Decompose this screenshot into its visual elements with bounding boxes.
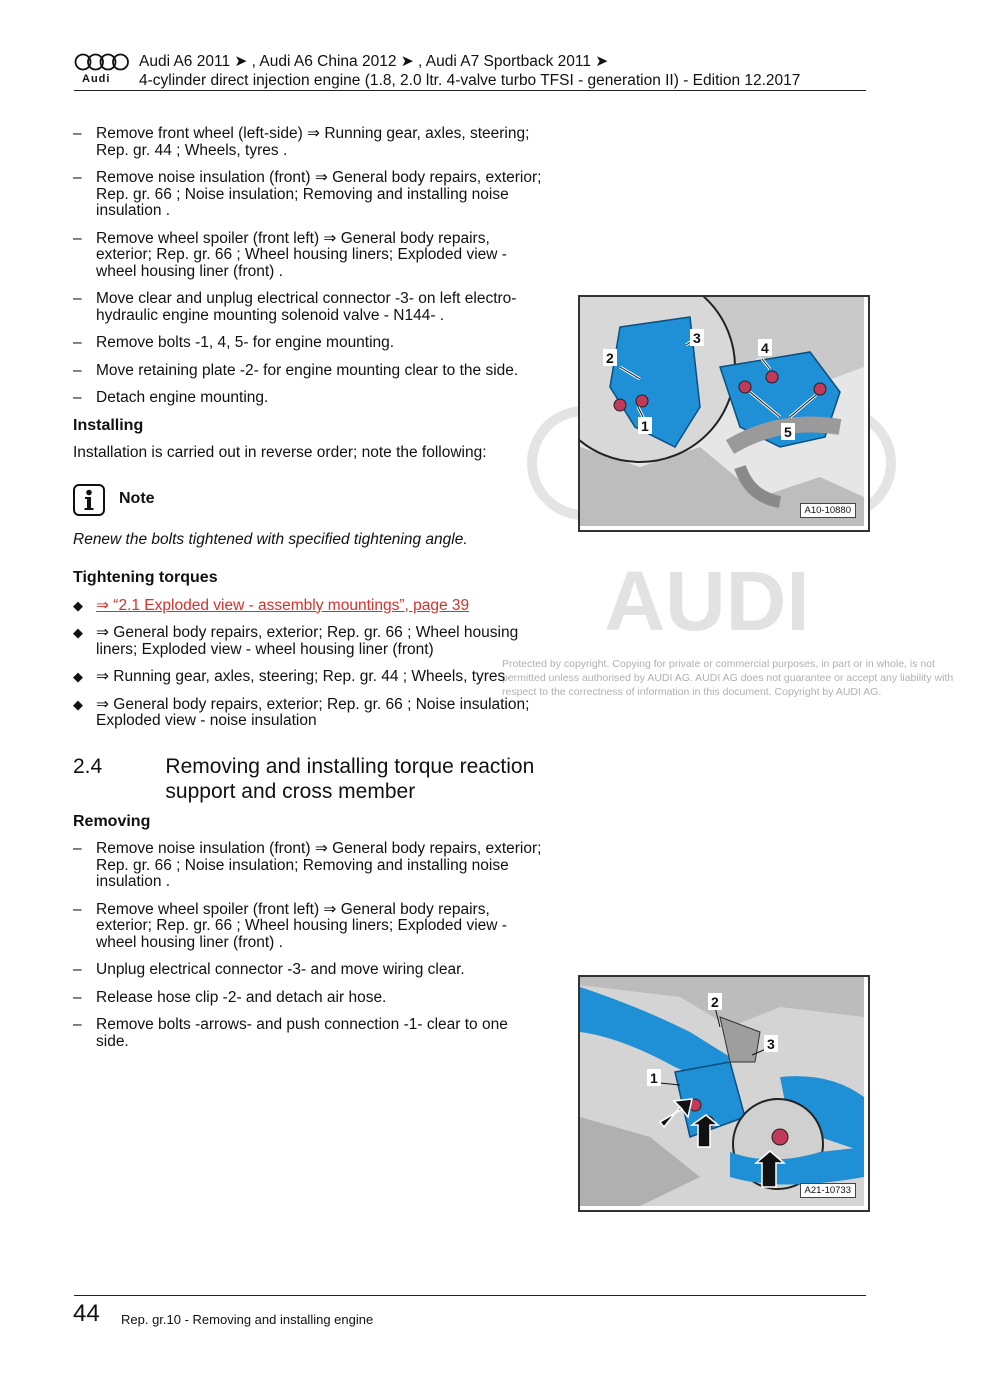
figure-id: A10-10880 [800, 503, 856, 518]
list-item: – Remove noise insulation (front) ⇒ General body repairs, exterior; Rep. gr. 66 ; Noise insulation; Removing and installing noise insulation . [73, 169, 542, 219]
list-item: – Remove front wheel (left-side) ⇒ Running gear, axles, steering; Rep. gr. 44 ; Wheels, tyres . [73, 125, 530, 159]
installing-text: Installation is carried out in reverse order; note the following: [73, 444, 487, 461]
callout-3: 3 [767, 1036, 775, 1052]
footer-divider [74, 1295, 866, 1296]
engine-mounting-illustration [580, 297, 864, 526]
list-item: – Remove bolts -1, 4, 5- for engine mounting. [73, 334, 395, 351]
note-text: Renew the bolts tightened with specified tightening angle. [73, 530, 468, 548]
callout-1: 1 [641, 418, 649, 434]
exploded-view-link[interactable]: ⇒ “2.1 Exploded view - assembly mountings”, page 39 [96, 596, 470, 614]
section-number: 2.4 [73, 754, 103, 778]
list-item: – Remove wheel spoiler (front left) ⇒ General body repairs, exterior; Rep. gr. 66 ; Wheel housing liners; Exploded view - wheel housing liner (front) . [73, 229, 507, 280]
watermark-audi-word [572, 560, 842, 640]
callout-4: 4 [761, 340, 769, 356]
installing-heading: Installing [73, 416, 144, 434]
list-item: – Move retaining plate -2- for engine mounting clear to the side. [73, 361, 519, 379]
list-item: – Move clear and unplug electrical connector -3- on left electro-hydraulic engine mounting solenoid valve - N144- . [73, 290, 517, 324]
list-item: ◆ ⇒ General body repairs, exterior; Rep. gr. 66 ; Wheel housing liners; Exploded view - wheel housing liner (front) [73, 624, 519, 658]
section-heading [73, 754, 543, 804]
callout-3: 3 [693, 330, 701, 346]
footer-chapter: Rep. gr.10 - Removing and installing engine [121, 1312, 374, 1327]
list-item: – Remove noise insulation (front) ⇒ General body repairs, exterior; Rep. gr. 66 ; Noise insulation; Removing and installing noise insulation . [73, 840, 542, 890]
info-icon [73, 484, 105, 516]
removing-heading: Removing [73, 812, 151, 830]
list-item: – Unplug electrical connector -3- and move wiring clear. [73, 961, 465, 978]
list-item: – Remove bolts -arrows- and push connection -1- clear to one side. [73, 1016, 508, 1050]
torque-support-illustration [580, 977, 864, 1206]
header-divider [74, 90, 866, 91]
brand-wordmark: Audi [82, 73, 111, 85]
page-number: 44 [73, 1300, 100, 1327]
list-item: ◆ ⇒ General body repairs, exterior; Rep. gr. 66 ; Noise insulation; Exploded view - noise insulation [73, 695, 530, 729]
list-item: ◆ ⇒ Running gear, axles, steering; Rep. gr. 44 ; Wheels, tyres [73, 668, 506, 685]
torques-heading: Tightening torques [73, 569, 218, 586]
copyright-notice: Protected by copyright. Copying for private or commercial purposes, in part or in whole, is not permitted unless authorised by AUDI AG. AUDI AG does not guarantee or accept any liability with respect to the correctness of information in this document. Copyright by AUDI AG. [502, 658, 954, 698]
header-models: Audi A6 2011 ➤ , Audi A6 China 2012 ➤ , Audi A7 Sportback 2011 ➤ [139, 53, 609, 70]
torque-support-figure [578, 975, 870, 1212]
list-item: – Detach engine mounting. [73, 389, 269, 406]
callout-2: 2 [711, 994, 719, 1010]
note-label: Note [119, 490, 155, 508]
engine-mounting-figure [578, 295, 870, 532]
callout-1: 1 [650, 1070, 658, 1086]
svg-text:AUDI: AUDI [604, 560, 810, 640]
audi-rings-logo [74, 53, 130, 71]
list-item: – Release hose clip -2- and detach air hose. [73, 988, 387, 1006]
note-box [73, 484, 543, 516]
callout-5: 5 [784, 424, 792, 440]
list-item: – Remove wheel spoiler (front left) ⇒ General body repairs, exterior; Rep. gr. 66 ; Wheel housing liners; Exploded view - wheel housing liner (front) . [73, 900, 507, 951]
figure-id: A21-10733 [800, 1183, 856, 1198]
section-title: Removing and installing torque reaction support and cross member [165, 754, 535, 803]
main-text-column [73, 126, 543, 1061]
header-engine-edition: 4-cylinder direct injection engine (1.8, 2.0 ltr. 4-valve turbo TFSI - generation II) - Edition 12.2017 [139, 72, 801, 89]
list-item: ◆ ⇒ “2.1 Exploded view - assembly mountings”, page 39 [73, 596, 470, 614]
callout-2: 2 [606, 350, 614, 366]
